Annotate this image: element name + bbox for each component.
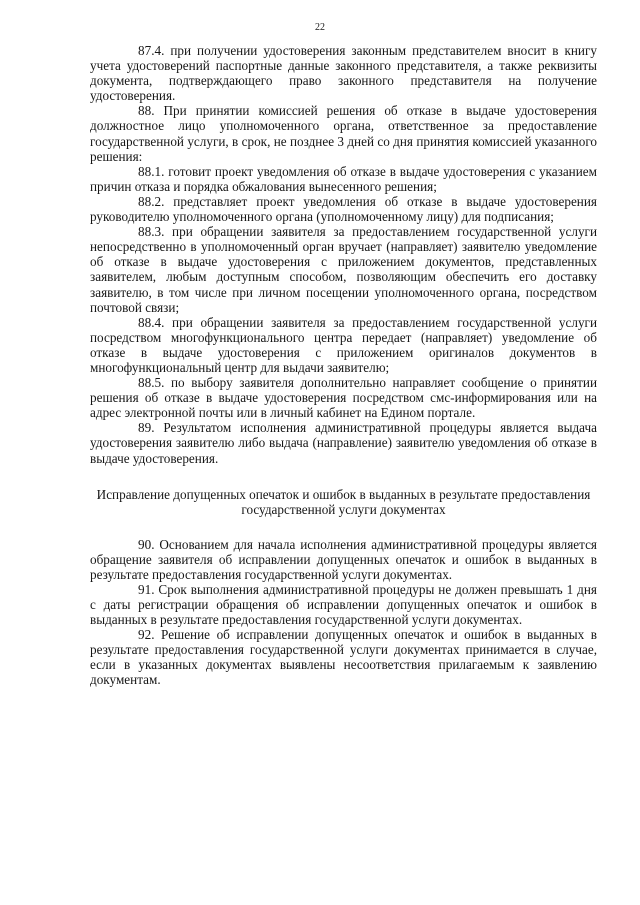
paragraph-88-2: 88.2. представляет проект уведомления об отказе в выдаче удостоверения руководителю уполномоченного органа (уполномоченному лицу) для подписания; [90,193,597,225]
paragraph-89: 89. Результатом исполнения административной процедуры является выдача удостоверения заявителю либо выдача (направление) заявителю уведомления об отказе в выдаче удостоверения. [90,420,597,466]
paragraph-88: 88. При принятии комиссией решения об отказе в выдаче удостоверения должностное лицо уполномоченного органа, ответственное за предоставление государственной услуги, в срок, не позднее 3 дней со дня принятия комиссией указанного решения: [90,103,597,164]
paragraph-91: 91. Срок выполнения административной процедуры не должен превышать 1 дня с даты регистрации обращения об исправлении допущенных опечаток и ошибок в выданных в результате предоставления государственной услуги документах. [90,581,597,628]
paragraph-88-4: 88.4. при обращении заявителя за предоставлением государственной услуги посредством многофункционального центра передает (направляет) уведомление об отказе в выдаче удостоверения с приложением оригиналов документов в многофункциональный центр для выдачи заявителю; [90,314,597,375]
paragraph-88-3: 88.3. при обращении заявителя за предоставлением государственной услуги непосредственно в уполномоченный орган вручает (направляет) заявителю уведомление об отказе в выдаче удостоверения с приложением документов, представленных заявителем, любым доступным способом, позволяющим обеспечить его доставку заявителю, в том числе при личном посещении уполномоченного органа, посредством почтовой связи; [90,224,597,315]
paragraph-87-4: 87.4. при получении удостоверения законным представителем вносит в книгу учета удостоверений паспортные данные законного представителя, а также реквизиты документа, подтверждающего право законного представителя на получение удостоверения. [90,43,597,104]
document-body [90,43,597,688]
section-title: Исправление допущенных опечаток и ошибок в выданных в результате предоставления государственной услуги документах [96,486,591,518]
paragraph-88-1: 88.1. готовит проект уведомления об отказе в выдаче удостоверения с указанием причин отказа и порядка обжалования вынесенного решения; [90,163,597,194]
page-number: 22 [315,22,325,33]
paragraph-88-5: 88.5. по выбору заявителя дополнительно направляет сообщение о принятии решения об отказе в выдаче удостоверения посредством смс-информирования или на адрес электронной почты или в личный кабинет на Едином портале. [90,375,597,421]
paragraph-90: 90. Основанием для начала исполнения административной процедуры является обращение заявителя об исправлении допущенных опечаток и ошибок в выданных в результате предоставления государственной услуги документах. [90,536,597,582]
paragraph-92: 92. Решение об исправлении допущенных опечаток и ошибок в выданных в результате предоставления государственной услуги документах принимается в случае, если в указанных документах выявлены несоответствия прилагаемым к заявлению документам. [90,627,597,688]
